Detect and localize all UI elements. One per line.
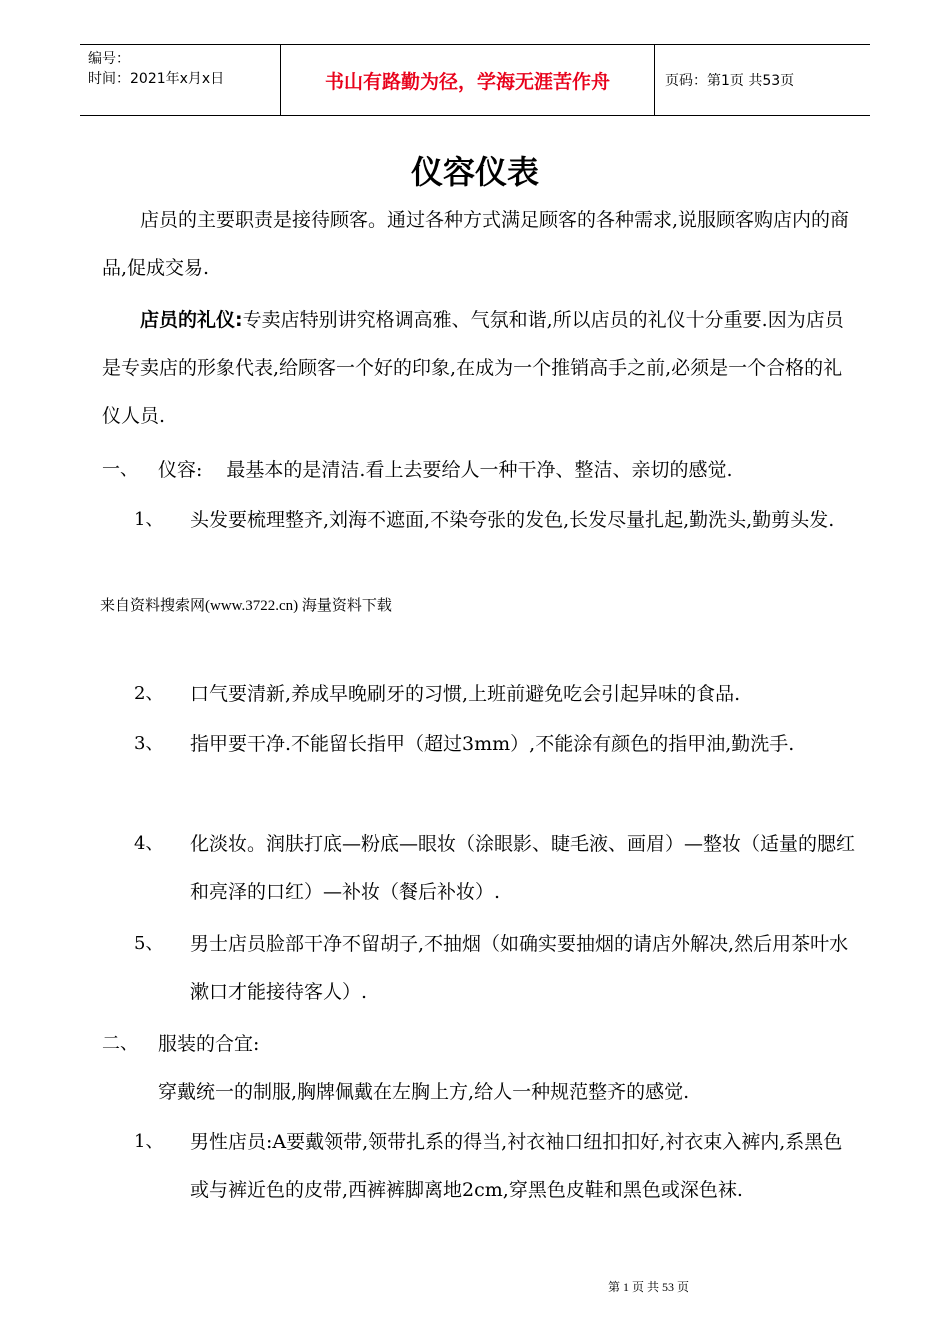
s1-item1-text: 头发要梳理整齐,刘海不遮面,不染夸张的发色,长发尽量扎起,勤洗头,勤剪头发. bbox=[190, 509, 835, 531]
header-meta bbox=[80, 45, 280, 115]
section1-number: 一、 bbox=[102, 459, 138, 480]
s1-item2-number: 2、 bbox=[134, 683, 164, 704]
section1-title: 仪容: bbox=[158, 459, 203, 481]
s2-item1-number: 1、 bbox=[134, 1131, 164, 1152]
page-footer: 第 1 页 共 53 页 bbox=[608, 1280, 690, 1294]
s1-item4-text: 化淡妆。润肤打底—粉底—眼妆（涂眼影、睫毛液、画眉）—整妆（适量的腮红和亮泽的口红）—补妆（餐后补妆）. bbox=[190, 833, 856, 903]
s1-item3-text: 指甲要干净.不能留长指甲（超过3mm）,不能涂有颜色的指甲油,勤洗手. bbox=[190, 733, 795, 755]
section1-heading bbox=[158, 446, 858, 494]
s1-item3-number: 3、 bbox=[134, 733, 164, 754]
s1-item4-number: 4、 bbox=[134, 833, 164, 854]
s2-item1-text: 男性店员:A要戴领带,领带扎系的得当,衬衣袖口纽扣扣好,衬衣束入裤内,系黑色或与裤近色的皮带,西裤裤脚离地2cm,穿黑色皮鞋和黑色或深色袜. bbox=[190, 1131, 843, 1201]
header-motto: 书山有路勤为径，学海无涯苦作舟 bbox=[280, 45, 655, 115]
s1-item5-text: 男士店员脸部干净不留胡子,不抽烟（如确实要抽烟的请店外解决,然后用茶叶水漱口才能接待客人）. bbox=[190, 933, 849, 1003]
document-number: 编号： bbox=[88, 51, 130, 67]
s1-item2-text: 口气要清新,养成早晚刷牙的习惯,上班前避免吃会引起异味的食品. bbox=[190, 683, 741, 705]
section2-desc: 穿戴统一的制服,胸牌佩戴在左胸上方,给人一种规范整齐的感觉. bbox=[158, 1081, 690, 1103]
header-page-info: 页码：第1页 共53页 bbox=[665, 73, 795, 89]
s1-item5-number: 5、 bbox=[134, 933, 164, 954]
section2-title: 服装的合宜: bbox=[158, 1033, 260, 1055]
page-header bbox=[80, 44, 870, 116]
source-note: 来自资料搜索网(www.3722.cn) 海量资料下载 bbox=[100, 598, 392, 614]
etiquette-text: 专卖店特别讲究格调高雅、气氛和谐,所以店员的礼仪十分重要.因为店员是专卖店的形象代表,给顾客一个好的印象,在成为一个推销高手之前,必须是一个合格的礼仪人员. bbox=[102, 309, 844, 427]
etiquette-label: 店员的礼仪: bbox=[140, 309, 243, 331]
document-time: 时间：2021年x月x日 bbox=[88, 71, 225, 87]
intro-paragraph: 店员的主要职责是接待顾客。通过各种方式满足顾客的各种需求,说服顾客购店内的商品,促成交易. bbox=[102, 209, 850, 279]
etiquette-paragraph bbox=[102, 296, 856, 440]
document-title: 仪容仪表 bbox=[410, 153, 539, 191]
s1-item1-number: 1、 bbox=[134, 509, 164, 530]
section1-desc: 最基本的是清洁.看上去要给人一种干净、整洁、亲切的感觉. bbox=[226, 459, 733, 481]
section2-number: 二、 bbox=[102, 1033, 138, 1054]
